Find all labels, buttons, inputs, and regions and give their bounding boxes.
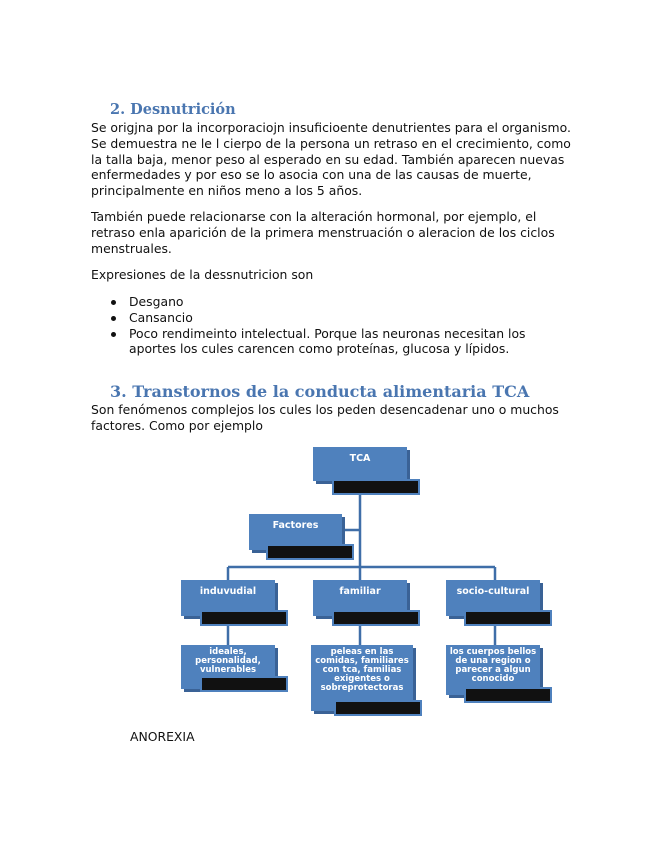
paragraph-expresiones: Expresiones de la dessnutricion son	[91, 267, 314, 282]
section-heading-desnutricion: 2. Desnutrición	[110, 101, 236, 118]
list-item: Cansancio	[91, 310, 571, 326]
node-tca-subtext	[332, 479, 420, 495]
section-heading-tca: 3. Transtornos de la conducta alimentaria TCA	[110, 382, 530, 401]
node-leaf-familiar: peleas en las comidas, familiares con tca, familias exigentes o sobreprotectoras	[311, 645, 413, 711]
node-leaf-individual: ideales, personalidad, vulnerables	[181, 645, 275, 689]
node-leaf-familiar-subtext	[334, 700, 422, 716]
node-leaf-socio-cultural-subtext	[464, 687, 552, 703]
node-factores-subtext	[266, 544, 354, 560]
list-item: Desgano	[91, 294, 571, 310]
anorexia-label: ANOREXIA	[130, 729, 195, 744]
node-familiar-subtext	[332, 610, 420, 626]
node-socio-cultural-subtext	[464, 610, 552, 626]
node-factores: Factores	[249, 514, 342, 550]
node-induvudial: induvudial	[181, 580, 275, 616]
list-item: Poco rendimeinto intelectual. Porque las neuronas necesitan los aportes los cules carencen como proteínas, glucosa y lípidos.	[91, 326, 571, 358]
node-induvudial-subtext	[200, 610, 288, 626]
paragraph-tca-intro: Son fenómenos complejos los cules los peden desencadenar uno o muchos factores. Como por ejemplo	[91, 402, 559, 433]
paragraph-desnutricion-intro: Se origjna por la incorporaciojn insuficioente denutrientes para el organismo. Se demuestra ne le l cierpo de la persona un retraso en el crecimiento, como la talla baja, menor peso al esperado en su edad. También aparecen nuevas enfermedades y por eso se lo asocia con una de las causas de muerte, principalmente en niños meno a los 5 años.	[91, 120, 571, 199]
paragraph-desnutricion-hormonal: También puede relacionarse con la alteración hormonal, por ejemplo, el retraso enla aparición de la primera menstruación o aleracion de los ciclos menstruales.	[91, 209, 555, 256]
node-leaf-individual-subtext	[200, 676, 288, 692]
node-tca: TCA	[313, 447, 407, 481]
node-familiar: familiar	[313, 580, 407, 616]
node-leaf-socio-cultural: los cuerpos bellos de una region o parecer a algun conocido	[446, 645, 540, 695]
node-socio-cultural: socio-cultural	[446, 580, 540, 616]
